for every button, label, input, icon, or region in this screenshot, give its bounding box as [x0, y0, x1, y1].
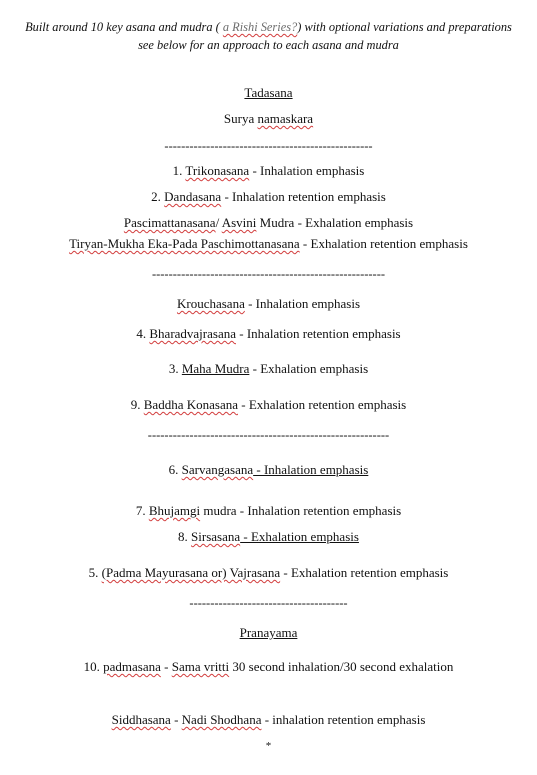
asana-name: Siddhasana	[111, 712, 171, 727]
pranayama-name: Nadi Shodhana	[181, 712, 262, 727]
asana-name: padmasana	[103, 659, 161, 674]
intro-line-2: see below for an approach to each asana and mudra	[138, 38, 399, 52]
intro-text: Built around 10 key asana and mudra (	[25, 20, 223, 34]
intro-line-1	[0, 19, 537, 35]
surya-text: Surya	[223, 111, 258, 126]
item-number: 10.	[83, 659, 104, 674]
item-sirsasana	[0, 529, 537, 545]
mudra-name: Bhujamgi	[148, 503, 201, 518]
item-number: 7.	[135, 503, 149, 518]
asana-emphasis: mudra - Inhalation retention emphasis	[200, 503, 402, 518]
separator: -	[170, 712, 182, 727]
separator: /	[215, 215, 222, 230]
item-number: 3.	[168, 361, 182, 376]
item-pascimattanasana	[0, 215, 537, 231]
asana-emphasis: - Exhalation emphasis	[240, 529, 359, 544]
line-surya-namaskara	[0, 111, 537, 127]
asana-name: Krouchasana	[176, 296, 245, 311]
asana-emphasis: - Inhalation retention emphasis	[221, 189, 386, 204]
asana-name: Trikonasana	[185, 163, 250, 178]
mudra-name: Asvini	[221, 215, 257, 230]
divider-2: --------------------------------------------------------	[151, 267, 386, 281]
item-maha-mudra	[0, 361, 537, 377]
item-krouchasana	[0, 296, 537, 312]
asana-name: Baddha Konasana	[143, 397, 238, 412]
item-number: 4.	[136, 326, 150, 341]
asana-emphasis: - Exhalation retention emphasis	[237, 397, 407, 412]
item-number: 1.	[172, 163, 186, 178]
divider-4: --------------------------------------	[189, 596, 348, 610]
item-number: 2.	[151, 189, 165, 204]
item-vajrasana	[0, 565, 537, 581]
item-bhujamgi-mudra	[0, 503, 537, 519]
asana-name: Dandasana	[164, 189, 222, 204]
asana-name: Pascimattanasana	[123, 215, 216, 230]
item-number: 5.	[88, 565, 102, 580]
separator: -	[160, 659, 172, 674]
item-number: 8.	[178, 529, 192, 544]
item-tiryan-mukha	[0, 236, 537, 252]
asana-emphasis: - Inhalation emphasis	[244, 296, 361, 311]
asana-emphasis: - Exhalation emphasis	[249, 361, 369, 376]
item-bharadvajrasana	[0, 326, 537, 342]
asana-emphasis: - Exhalation retention emphasis	[280, 565, 449, 580]
pranayama-name: Sama vritti	[171, 659, 230, 674]
item-baddha-konasana	[0, 397, 537, 413]
asana-name: Tiryan-Mukha Eka-Pada Paschimottanasana	[69, 236, 300, 251]
item-dandasana	[0, 189, 537, 205]
item-number: 9.	[130, 397, 144, 412]
pranayama-detail: 30 second inhalation/30 second exhalation	[229, 659, 454, 674]
asana-name: Bharadvajrasana	[149, 326, 236, 341]
asana-emphasis: - Inhalation retention emphasis	[236, 326, 401, 341]
item-trikonasana	[0, 163, 537, 179]
asana-name: Maha Mudra	[181, 361, 250, 376]
asana-emphasis: Mudra - Exhalation emphasis	[256, 215, 414, 230]
item-number: 6.	[168, 462, 182, 477]
asana-emphasis: - Inhalation emphasis	[253, 462, 369, 477]
rishi-series-link[interactable]: a Rishi Series?	[222, 20, 298, 34]
asana-name: (Padma Mayurasana or) Vajrasana	[101, 565, 281, 580]
item-siddhasana	[0, 712, 537, 728]
asana-emphasis: - inhalation retention emphasis	[261, 712, 426, 727]
asterisk-marker: *	[265, 740, 272, 752]
namaskara-text: namaskara	[257, 111, 314, 126]
divider-3: ----------------------------------------------------------	[147, 428, 390, 442]
asana-emphasis: - Inhalation emphasis	[249, 163, 365, 178]
heading-tadasana: Tadasana	[244, 85, 293, 100]
asana-name: Sirsasana	[191, 529, 241, 544]
divider-1: --------------------------------------------------	[164, 139, 373, 153]
asana-emphasis: - Exhalation retention emphasis	[299, 236, 468, 251]
asana-name: Sarvangasana	[181, 462, 254, 477]
heading-pranayama: Pranayama	[239, 625, 298, 640]
intro-text: ) with optional variations and preparations	[297, 20, 512, 34]
item-padmasana	[0, 659, 537, 675]
item-sarvangasana	[0, 462, 537, 478]
